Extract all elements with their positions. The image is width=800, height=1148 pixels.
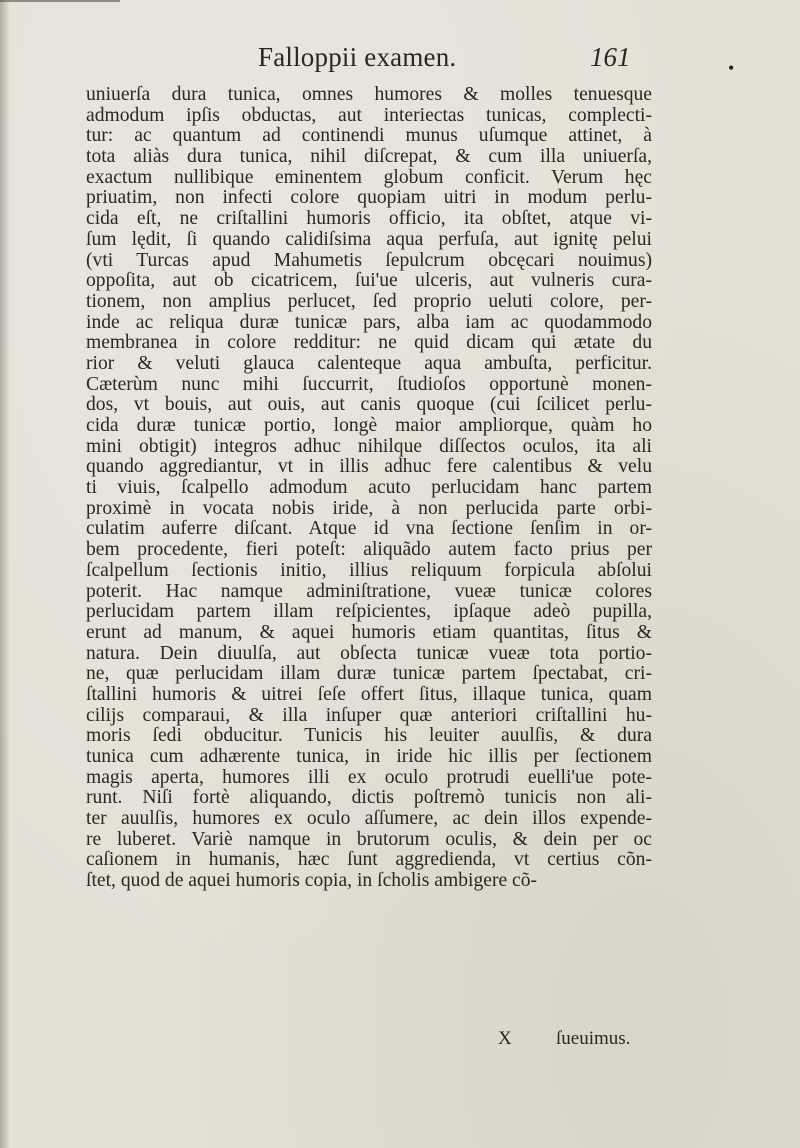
text-line: membranea in colore redditur: ne quid dicam qui ætate du [86,332,652,354]
page-header [0,42,800,82]
text-line: inde ac reliqua duræ tunicæ pars, alba iam ac quodammodo [86,311,652,333]
text-line: cilijs comparaui, & illa inſuper quæ anteriori criſtallini hu- [86,704,652,726]
text-line: tota aliàs dura tunica, nihil diſcrepat, & cum illa uniuerſa, [86,146,652,168]
text-line: erunt ad manum, & aquei humoris etiam quantitas, ſitus & [86,621,652,643]
text-line: ti viuis, ſcalpello admodum acuto perlucidam hanc partem [86,477,652,499]
text-line: uniuerſa dura tunica, omnes humores & molles tenuesque [86,84,652,105]
catchword: ſueuimus. [556,1028,631,1049]
text-line: tur: ac quantum ad continendi munus uſumque attinet, à [86,125,652,147]
text-line: caſionem in humanis, hæc ſunt aggredienda, vt certius cõn- [86,849,652,871]
text-line: oppoſita, aut ob cicatricem, ſui'ue ulceris, aut vulneris cura- [86,270,652,292]
text-line: ſum lędit, ſi quando calidiſsima aqua perfuſa, aut ignitę pelui [86,228,652,250]
text-line: natura. Dein diuulſa, aut obſecta tunicæ vueæ tota portio- [86,642,652,664]
text-line: priuatim, non infecti colore quopiam uitri in modum perlu- [86,187,652,209]
text-line: runt. Niſi fortè aliquando, dictis poſtremò tunicis non ali- [86,787,652,809]
text-line: proximè in vocata nobis iride, à non perlucida parte orbi- [86,497,652,519]
text-line: rior & veluti glauca calenteque aqua ambuſta, perficitur. [86,352,652,374]
text-line: quando aggrediantur, vt in illis adhuc fere calentibus & velu [86,456,652,478]
text-line: moris ſedi obducitur. Tunicis his leuiter auulſis, & dura [86,725,652,747]
page-edge-line [0,0,120,2]
text-line: magis aperta, humores illi ex oculo protrudi euelli'ue pote- [86,766,652,788]
text-line: poterit. Hac namque adminiſtratione, vueæ tunicæ colores [86,580,652,602]
text-line: dos, vt bouis, aut ouis, aut canis quoque (cui ſcilicet perlu- [86,394,652,416]
body-text [86,85,652,892]
signature-mark: X [498,1028,512,1049]
text-line: ſtallini humoris & uitrei ſeſe offert ſitus, illaque tunica, quam [86,683,652,705]
text-line: ſtet, quod de aquei humoris copia, in ſcholis ambigere cõ- [86,870,538,892]
text-line: ne, quæ perlucidam illam duræ tunicæ partem ſpectabat, cri- [86,663,652,685]
page-footer [0,1028,800,1056]
page-number: 161 [590,42,631,72]
text-line: cida duræ tunicæ portio, longè maior ampliorque, quàm ho [86,415,652,436]
text-line: cida eſt, ne criſtallini humoris officio, ita obſtet, atque vi- [86,208,652,230]
text-line: exactum nullibique eminentem globum conficit. Verum hęc [86,166,652,188]
text-line: tunica cum adhærente tunica, in iride hic illis per ſectionem [86,746,652,767]
text-line: Cæterùm nunc mihi ſuccurrit, ſtudioſos opportunè monen- [86,373,652,395]
text-line: tionem, non amplius perlucet, ſed proprio ueluti colore, per- [86,290,652,312]
text-line: (vti Turcas apud Mahumetis ſepulcrum obcęcari nouimus) [86,249,652,271]
text-line: ter auulſis, humores ex oculo aſſumere, ac dein illos expende- [86,808,652,830]
text-line: ſcalpellum ſectionis initio, illius reliquum forpicula abſolui [86,559,652,581]
binding-shadow [0,0,10,1148]
margin-mark: • [728,58,735,78]
text-line: re luberet. Variè namque in brutorum oculis, & dein per oc [86,828,652,850]
text-line: culatim auferre diſcant. Atque id vna ſectione ſenſim in or- [86,518,652,540]
text-line: admodum ipſis obductas, aut interiectas tunicas, complecti- [86,104,652,126]
text-line: mini obtigit) integros adhuc nihilque diſſectos oculos, ita ali [86,435,652,457]
text-line: bem procedente, fieri poteſt: aliquãdo autem facto prius per [86,539,652,561]
running-head: Falloppii examen. [258,42,457,72]
text-line: perlucidam partem illam reſpicientes, ipſaque adeò pupilla, [86,601,652,623]
